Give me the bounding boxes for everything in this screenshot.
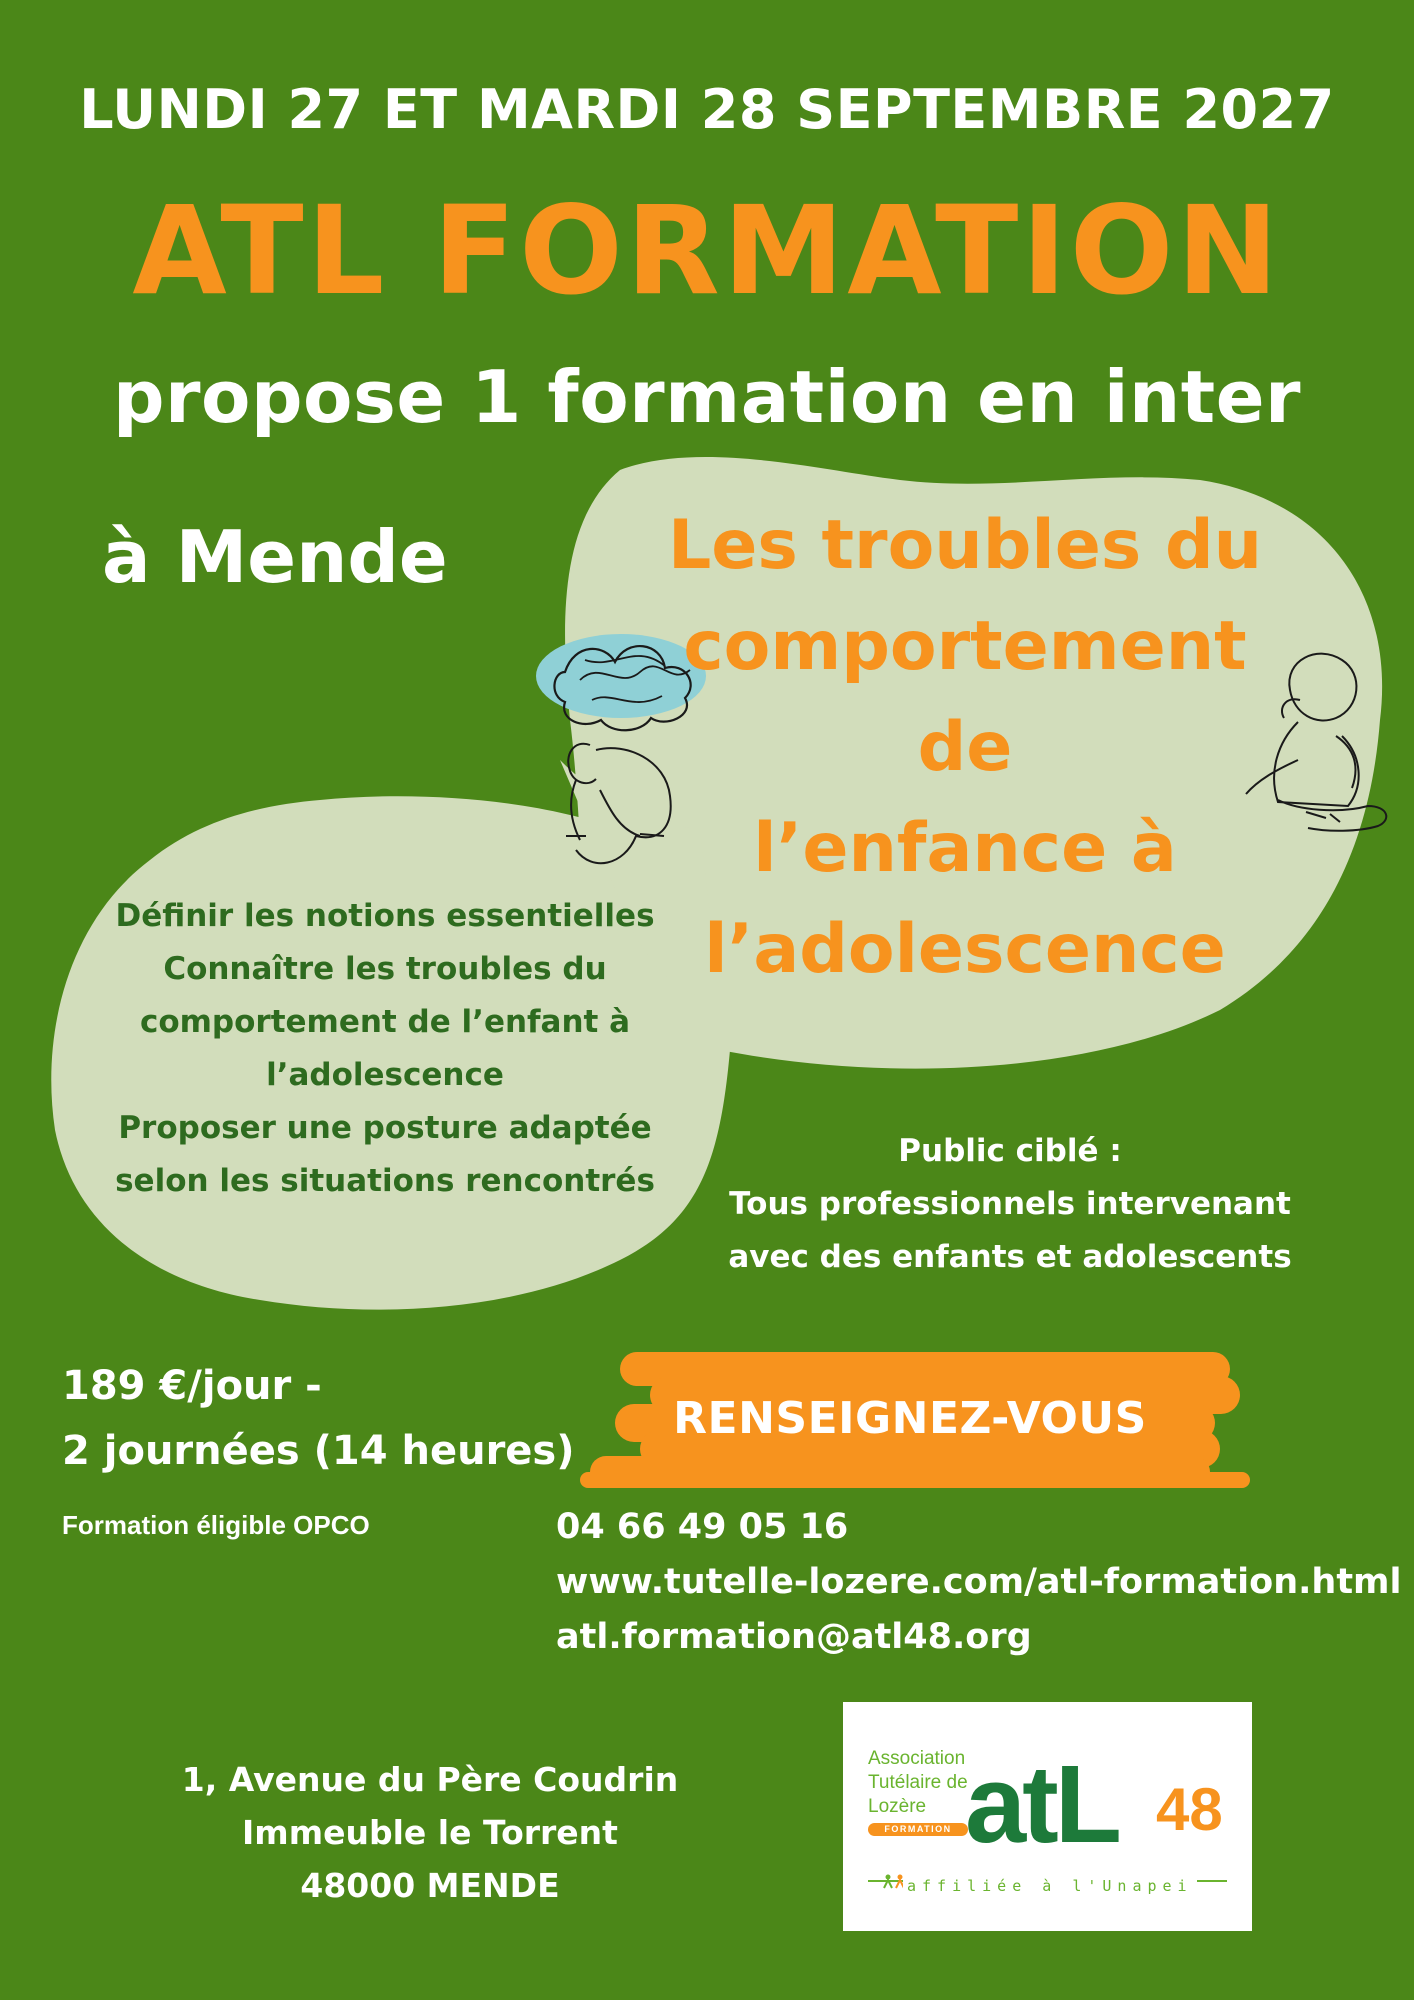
logo-association-name [868,1747,968,1819]
main-title: ATL FORMATION [132,180,1282,322]
atl48-logo [843,1702,1252,1931]
event-location: à Mende [102,515,448,599]
objective-line: l’adolescence [266,1057,504,1093]
logo-assoc-line: Lozère [868,1796,927,1817]
logo-assoc-line: Association [868,1748,966,1769]
course-title-line: de [917,708,1013,787]
audience-label: Public ciblé : [898,1133,1122,1169]
logo-formation-tag: FORMATION [868,1823,968,1836]
target-audience [680,1125,1340,1284]
address-line: Immeuble le Torrent [242,1813,618,1852]
course-duration: 2 journées (14 heures) [62,1428,575,1474]
postal-address [145,1753,715,1912]
contact-website-link[interactable]: www.tutelle-lozere.com/atl-formation.html [556,1562,1402,1602]
objective-line: Proposer une posture adaptée [118,1110,652,1146]
objective-line: comportement de l’enfant à [139,1004,631,1040]
contact-phone[interactable]: 04 66 49 05 16 [556,1507,849,1547]
objective-line: Connaître les troubles du [163,951,607,987]
course-title-line: l’adolescence [704,910,1226,989]
logo-assoc-line: Tutélaire de [868,1772,968,1793]
event-date: LUNDI 27 ET MARDI 28 SEPTEMBRE 2027 [79,78,1335,141]
course-title-line: Les troubles du [667,506,1263,585]
contact-email-link[interactable]: atl.formation@atl48.org [556,1617,1032,1657]
cta-label: RENSEIGNEZ-VOUS [673,1393,1147,1444]
audience-line: avec des enfants et adolescents [728,1239,1292,1275]
audience-line: Tous professionnels intervenant [729,1186,1291,1222]
logo-brand: atL [965,1743,1118,1866]
objective-line: selon les situations rencontrés [115,1163,655,1199]
logo-number: 48 [1156,1776,1223,1843]
address-line: 1, Avenue du Père Coudrin [181,1760,679,1799]
course-title [640,495,1290,1000]
objectives-list [75,890,695,1208]
opco-eligibility: Formation éligible OPCO [62,1510,370,1540]
logo-affiliation: affiliée à l'Unapei [903,1877,1197,1895]
address-line: 48000 MENDE [300,1866,560,1905]
subtitle: propose 1 formation en inter [112,355,1302,439]
course-title-line: l’enfance à [753,809,1177,888]
price-per-day: 189 €/jour - [62,1363,322,1409]
course-title-line: comportement [683,607,1247,686]
objective-line: Définir les notions essentielles [115,898,655,934]
